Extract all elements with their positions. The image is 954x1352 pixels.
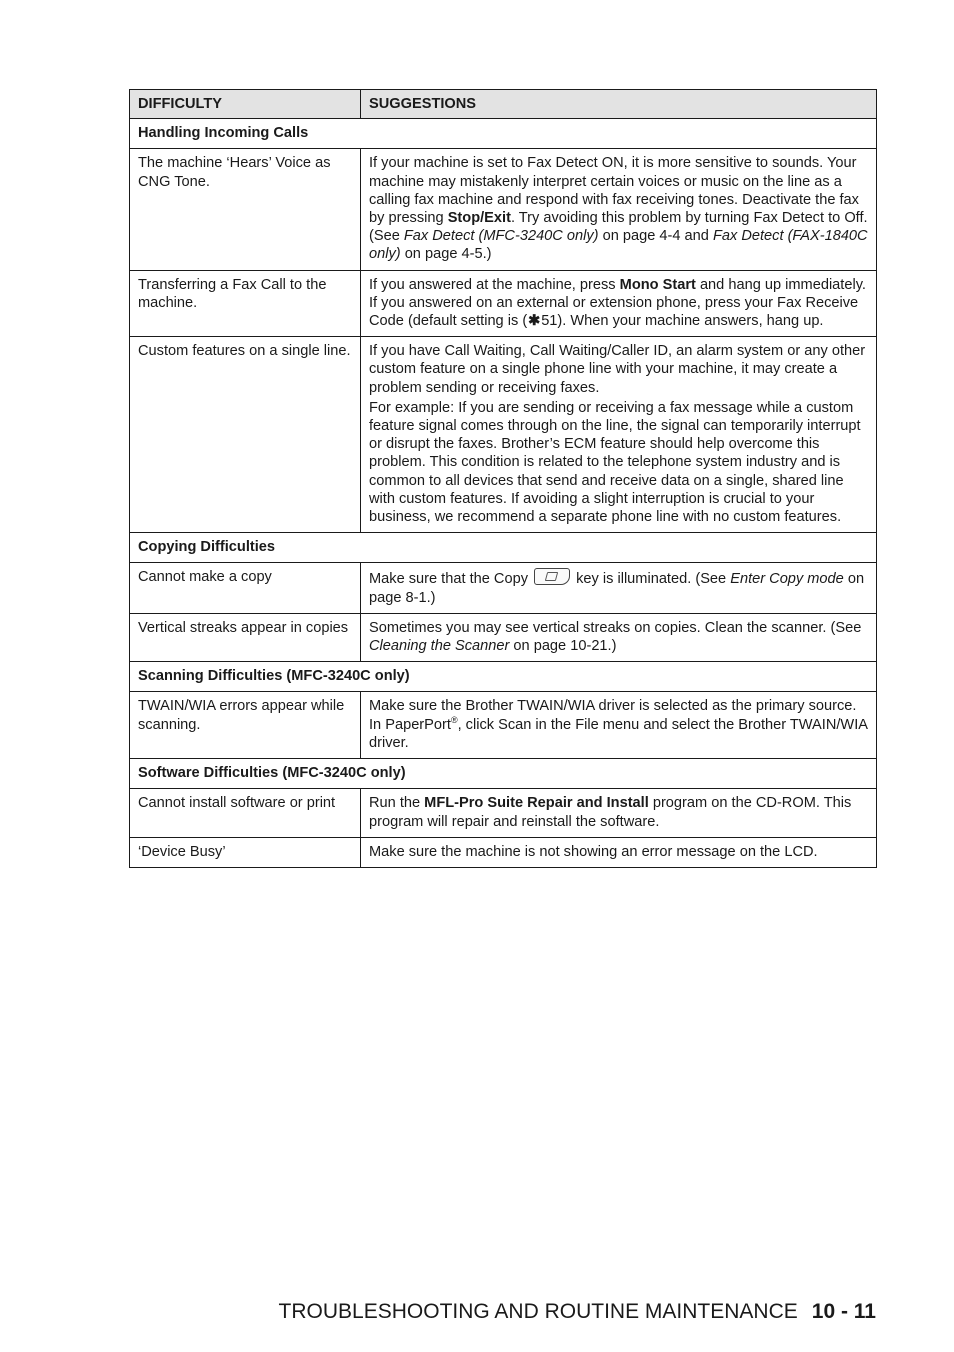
suggestion-cell	[361, 613, 877, 661]
section-row	[130, 759, 877, 789]
suggestion-paragraph: For example: If you are sending or receiving a fax message while a custom feature signal comes through on the line, the signal can temporarily interrupt or disrupt the faxes. Brother’s ECM feature should help overcome this problem. This condition is related to the telephone system industry and is common to all devices that send and receive data on a single, shared line with custom features. If avoiding a slight interruption is crucial to your business, we recommend a separate phone line with no custom features.	[369, 399, 861, 526]
section-row	[130, 662, 877, 692]
table-row	[130, 837, 877, 867]
suggestion-cell	[361, 337, 877, 533]
cross-reference: Fax Detect (MFC-3240C only)	[403, 228, 599, 245]
table-row	[130, 613, 877, 661]
suggestion-text: program on the CD-ROM. This program will repair and reinstall the software.	[369, 795, 852, 830]
table-header-row	[130, 90, 877, 119]
difficulty-cell: Transferring a Fax Call to the machine.	[130, 270, 361, 337]
suggestion-text: , click Scan in the File menu and select the Brother TWAIN/WIA driver.	[369, 716, 868, 751]
suggestion-text: Sometimes you may see vertical streaks on copies. Clean the scanner. (See	[369, 619, 862, 636]
cross-reference: Cleaning the Scanner	[369, 638, 510, 655]
difficulty-cell: ‘Device Busy’	[130, 837, 361, 867]
table-row	[130, 337, 877, 533]
suggestion-cell: Make sure the machine is not showing an error message on the LCD.	[361, 837, 877, 867]
suggestion-text: key is illuminated. (See	[572, 571, 731, 588]
suggestion-text: Make sure that the Copy	[369, 571, 533, 588]
section-scanning-difficulties: Scanning Difficulties (MFC-3240C only)	[130, 662, 877, 692]
suggestion-text: Make sure the Brother TWAIN/WIA driver is selected as the primary source. In PaperPort	[369, 698, 857, 733]
section-copying-difficulties: Copying Difficulties	[130, 533, 877, 563]
suggestion-text: on page 4-5.)	[400, 246, 492, 263]
difficulty-cell: Custom features on a single line.	[130, 337, 361, 533]
table-row	[130, 789, 877, 837]
suggestion-text: 51). When your machine answers, hang up.	[541, 313, 824, 330]
suggestion-text: on page 10-21.)	[509, 638, 617, 655]
mono-start-key-label: Mono Start	[619, 276, 696, 293]
page-footer	[279, 1300, 876, 1324]
section-row	[130, 119, 877, 149]
suggestion-cell	[361, 563, 877, 613]
footer-page-number: 10 - 11	[811, 1300, 876, 1323]
table-row	[130, 563, 877, 613]
suggestion-text: and hang up immediately. If you answered on an external or extension phone, press your Fax Receive Code (default setting is (	[369, 276, 866, 330]
registered-mark: ®	[450, 714, 458, 725]
difficulty-cell: Vertical streaks appear in copies	[130, 613, 361, 661]
suggestion-text: If your machine is set to Fax Detect ON, it is more sensitive to sounds. Your machine may mistakenly interpret certain voices or music on the line as a calling fax machine and respond with fax receiving tones. Deactivate the fax by pressing	[369, 155, 859, 227]
suggestion-text: on page 8-1.)	[369, 571, 865, 606]
header-difficulty: DIFFICULTY	[130, 90, 361, 119]
table-row	[130, 692, 877, 759]
footer-chapter-title: TROUBLESHOOTING AND ROUTINE MAINTENANCE	[278, 1300, 798, 1323]
suggestion-text: If you answered at the machine, press	[369, 276, 620, 293]
section-row	[130, 533, 877, 563]
suggestion-paragraph: If you have Call Waiting, Call Waiting/Caller ID, an alarm system or any other custom feature on a single phone line with your machine, it may create a problem sending or receiving faxes.	[369, 343, 866, 396]
section-software-difficulties: Software Difficulties (MFC-3240C only)	[130, 759, 877, 789]
suggestion-text: on page 4-4 and	[598, 228, 713, 245]
difficulty-cell: TWAIN/WIA errors appear while scanning.	[130, 692, 361, 759]
cross-reference: Enter Copy mode	[730, 571, 844, 588]
star-key-icon: ✱	[528, 313, 541, 330]
suggestion-cell	[361, 692, 877, 759]
section-handling-incoming-calls: Handling Incoming Calls	[130, 119, 877, 149]
suggestion-cell	[361, 270, 877, 337]
suggestion-text: . Try avoiding this problem by turning Fax Detect to Off. (See	[369, 210, 868, 245]
difficulty-cell: Cannot install software or print	[130, 789, 361, 837]
troubleshooting-table	[129, 89, 877, 868]
program-name: MFL-Pro Suite Repair and Install	[424, 795, 649, 812]
stop-exit-key-label: Stop/Exit	[447, 210, 511, 227]
copy-key-icon	[534, 568, 570, 585]
suggestion-cell	[361, 789, 877, 837]
difficulty-cell: The machine ‘Hears’ Voice as CNG Tone.	[130, 149, 361, 270]
table-row	[130, 149, 877, 270]
table-row	[130, 270, 877, 337]
header-suggestions: SUGGESTIONS	[361, 90, 877, 119]
suggestion-cell	[361, 149, 877, 270]
cross-reference: Fax Detect (FAX-1840C only)	[369, 228, 868, 263]
difficulty-cell: Cannot make a copy	[130, 563, 361, 613]
suggestion-text: Run the	[369, 795, 425, 812]
